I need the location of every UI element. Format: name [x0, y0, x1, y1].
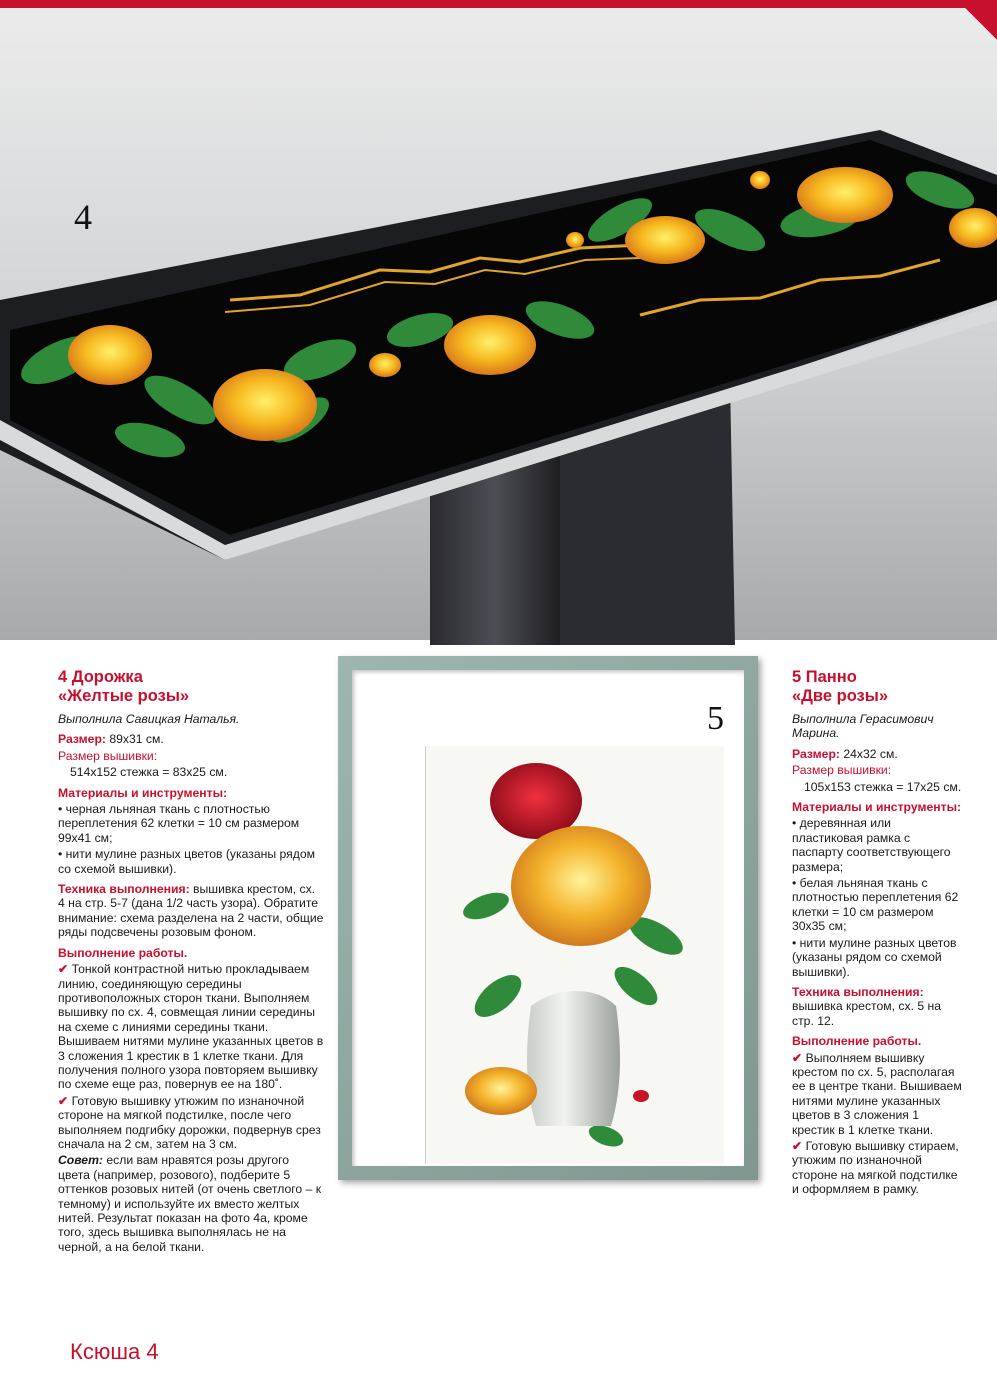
article-4	[58, 668, 324, 1256]
article-5-material-item: • нити мулине разных цветов (указаны рядом со схемой вышивки).	[792, 935, 957, 979]
figure-5-number: 5	[707, 700, 724, 737]
article-5-title-line1: 5 Панно	[792, 668, 857, 686]
check-icon: ✔	[792, 1050, 803, 1065]
article-5-work-step: ✔ Выполняем вышивку крестом по сх. 5, располагая ее в центре ткани. Вышиваем нитями мулине указанных цветов в 3 сложения 1 крестик в 1 клетке ткани.	[792, 1050, 962, 1137]
passe-partout	[352, 670, 744, 1166]
article-4-material-item: • черная льняная ткань с плотностью переплетения 62 клетки = 10 см размером 99х41 см;	[58, 802, 300, 845]
article-5-materials-heading: Материалы и инструменты:	[792, 800, 962, 815]
rose-bud	[633, 1090, 649, 1102]
article-5-size: Размер: 24х32 см.	[792, 746, 898, 761]
article-4-material-item: • нити мулине разных цветов (указаны рядом со схемой вышивки).	[58, 847, 316, 876]
article-4-title	[58, 668, 324, 706]
article-4-technique: Техника выполнения: вышивка крестом, сх. 4 на стр. 5-7 (дана 1/2 часть узора). Обратите внимание: схема разделена на 2 части, общие ряды подсвечены розовым фоном.	[58, 882, 324, 940]
article-4-author: Выполнила Савицкая Наталья.	[58, 712, 240, 726]
yellow-rose	[511, 826, 651, 946]
two-roses-illustration	[426, 746, 724, 1164]
two-roses-embroidery	[425, 746, 724, 1164]
article-4-title-line1: 4 Дорожка	[58, 668, 143, 686]
check-icon: ✔	[792, 1138, 803, 1153]
check-icon: ✔	[58, 962, 69, 977]
article-5-embroidery-size: Размер вышивки:	[792, 763, 892, 778]
article-4-tip: Совет: если вам нравятся розы другого цвета (например, розового), подберите 5 оттенков розовых нитей (от очень светлого – к темному) и используйте их вместо желтых нитей. Результат показан на фото 4а, кроме того, здесь вышивка выполнялась не на черной, а на белой ткани.	[58, 1153, 322, 1254]
article-4-embroidery-size-value: 514х152 стежка = 83х25 см.	[70, 765, 228, 780]
article-5-work-heading: Выполнение работы.	[792, 1034, 922, 1049]
article-5-technique: Техника выполнения: вышивка крестом, сх. 5 на стр. 12.	[792, 984, 942, 1028]
article-4-embroidery-size: Размер вышивки:	[58, 748, 158, 763]
figure-4-number: 4	[74, 197, 92, 237]
article-4-title-line2: «Желтые розы»	[58, 687, 190, 705]
table-runner-photo	[0, 0, 997, 645]
page-footer: Ксюша 4	[70, 1339, 159, 1364]
article-5	[792, 668, 964, 1199]
article-4-work-heading: Выполнение работы.	[58, 945, 188, 960]
article-5-work-step: ✔ Готовую вышивку стираем, утюжим по изнаночной стороне на мягкой подстилке и оформляем в рамку.	[792, 1138, 959, 1197]
vase	[527, 991, 620, 1126]
article-5-material-item: • белая льняная ткань с плотностью переплетения 62 клетки = 10 см размером 30х35 см;	[792, 876, 959, 934]
article-5-author: Выполнила Герасимович Марина.	[792, 712, 934, 741]
picture-frame	[338, 656, 758, 1180]
article-5-embroidery-size-value: 105х153 стежка = 17х25 см.	[804, 779, 962, 794]
check-icon: ✔	[58, 1093, 69, 1108]
yellow-rose	[465, 1067, 537, 1115]
article-5-title-line2: «Две розы»	[792, 687, 889, 705]
article-5-material-item: • деревянная или пластиковая рамка с паспарту соответствующего размера;	[792, 816, 951, 874]
article-4-work-step: ✔ Готовую вышивку утюжим по изнаночной стороне на мягкой подстилке, после чего выполняем подгибку дорожки, подвернув срез сначала на 2 см, затем на 3 см.	[58, 1093, 321, 1151]
article-4-size: Размер: 89х31 см.	[58, 732, 164, 747]
article-5-title	[792, 668, 964, 706]
article-4-materials-heading: Материалы и инструменты:	[58, 785, 228, 800]
article-4-work-step: ✔ Тонкой контрастной нитью прокладываем линию, соединяющую середины противоположных сторон ткани. Выполняем вышивку по сх. 4, совмещая линии середины на схеме с линиями середины ткани. Вышиваем нитями мулине указанных цветов в 3 сложения 1 крестик в 1 клетке ткани. Для получения полного узора повторяем вышивку по схеме еще раз, повернув ее на 180˚.	[58, 962, 324, 1092]
